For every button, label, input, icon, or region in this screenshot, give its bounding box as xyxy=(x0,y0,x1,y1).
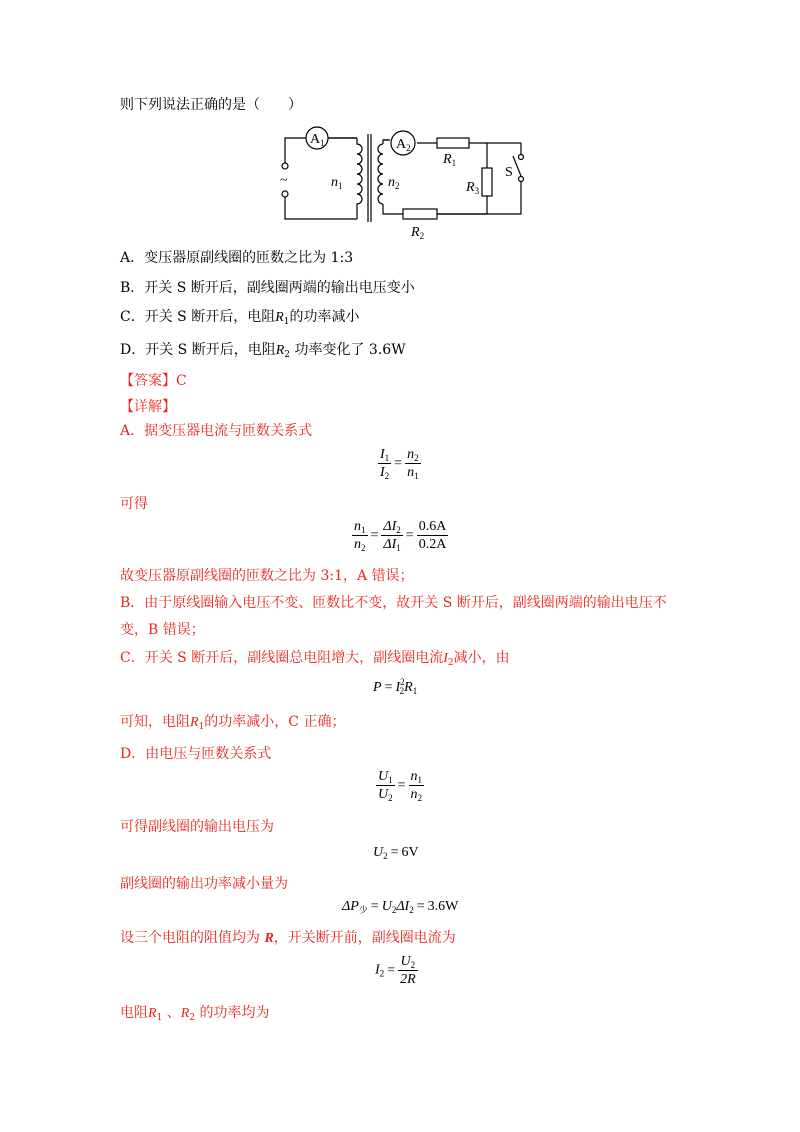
solution-b-line1: B．由于原线圈输入电压不变、匝数比不变，故开关 S 断开后，副线圈两端的输出电压不 xyxy=(120,595,667,611)
formula-current: $I_2$ = $\frac{U_2}{2R}$ xyxy=(375,954,416,987)
formula-turns-ratio: $\frac{n_1}{n_2}$ = $\frac{\Delta I_2}{\Delta I_1}$ = $\frac{0.6A}{0.2A}$ xyxy=(354,519,447,553)
solution-d-power: 副线圈的输出功率减小量为 xyxy=(120,876,288,892)
formula-power-decrease: $\Delta P_少 = U_2\Delta I_2 = 3.6W$ xyxy=(342,899,459,916)
switch-contact-top xyxy=(519,155,524,160)
solution-last-line: 电阻$R_1$ 、$R_2$ 的功率均为 xyxy=(120,1005,270,1023)
primary-wire-bottom xyxy=(285,197,357,219)
n1-label: $n_1$ xyxy=(331,175,343,191)
secondary-bottom-wire xyxy=(383,204,403,214)
formula-power: $P = I^2_2R_1$ xyxy=(373,677,418,697)
solution-d-line: D．由电压与匝数关系式 xyxy=(120,746,272,762)
switch-label: S xyxy=(505,165,513,180)
circuit-diagram xyxy=(265,118,540,246)
solution-c-conclusion: 可知，电阻$R_1$的功率减小，C 正确； xyxy=(120,714,346,732)
answer-tag: 【答案】C xyxy=(120,373,187,389)
solution-d-output: 可得副线圈的输出电压为 xyxy=(120,819,274,835)
solution-c-line: C．开关 S 断开后，副线圈总电阻增大，副线圈电流$I_2$减小，由 xyxy=(120,650,510,668)
detail-tag: 【详解】 xyxy=(120,399,176,415)
ammeter-a2-label: $A_2$ xyxy=(396,137,411,153)
primary-coil xyxy=(357,138,362,219)
solution-a-line: A．据变压器电流与匝数关系式 xyxy=(120,423,313,439)
r1-resistor xyxy=(437,138,469,148)
secondary-top-wire xyxy=(383,140,390,144)
terminal-top xyxy=(282,163,288,169)
solution-a-conclusion: 故变压器原副线圈的匝数之比为 3:1，A 错误； xyxy=(120,568,414,584)
formula-current-ratio: $\frac{I_1}{I_2}$ = $\frac{n_2}{n_1}$ xyxy=(380,447,419,481)
option-a: A．变压器原副线圈的匝数之比为 1:3 xyxy=(120,250,354,266)
r2-resistor xyxy=(403,209,437,219)
formula-voltage-ratio: $\frac{U_1}{U_2}$ = $\frac{n_1}{n_2}$ xyxy=(378,769,423,803)
option-d: D．开关 S 断开后，电阻$R_2$ 功率变化了 3.6W xyxy=(120,342,406,360)
secondary-coil xyxy=(378,144,383,204)
r3-resistor xyxy=(482,168,492,196)
solution-d-set: 设三个电阻的阻值均为 R，开关断开前，副线圈电流为 xyxy=(120,930,456,946)
r1-label: $R_1$ xyxy=(443,152,457,168)
option-c: C．开关 S 断开后，电阻$R_1$的功率减小 xyxy=(120,309,360,327)
option-b: B．开关 S 断开后，副线圈两端的输出电压变小 xyxy=(120,280,415,296)
r3-label: $R_3$ xyxy=(466,180,480,196)
question-stem: 则下列说法正确的是（ ） xyxy=(120,97,302,113)
terminal-bottom xyxy=(282,191,288,197)
n2-label: $n_2$ xyxy=(388,175,400,191)
ammeter-a1-label: $A_1$ xyxy=(310,132,325,148)
formula-output-voltage: $U_2 = 6V$ xyxy=(373,845,419,862)
switch-contact-bottom xyxy=(519,177,524,182)
solution-b-line2: 变，B 错误； xyxy=(120,622,205,638)
r2-label: $R_2$ xyxy=(411,225,425,241)
source-symbol: ~ xyxy=(280,173,288,188)
solution-kede: 可得 xyxy=(120,496,148,512)
